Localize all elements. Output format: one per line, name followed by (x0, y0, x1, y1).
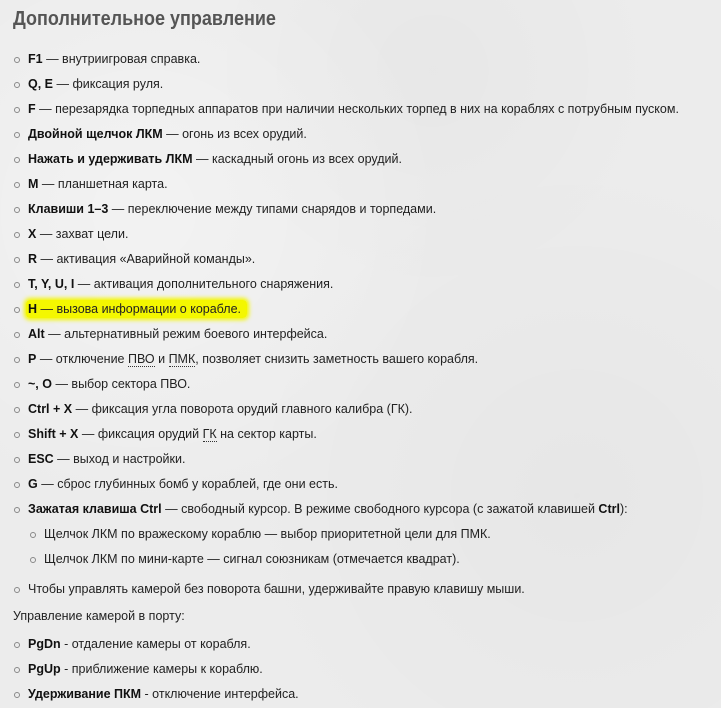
abbr-gk: ГК (202, 427, 217, 441)
list-item-qe: Q, E — фиксация руля. (0, 72, 679, 97)
key-description: альтернативный режим боевого интерфейса. (64, 327, 328, 341)
key-label: Нажать и удерживать ЛКМ (28, 152, 193, 166)
port-heading: Управление камерой в порту: (13, 609, 185, 623)
key-description: выход и настройки. (73, 452, 186, 466)
list-item-esc: ESC — выход и настройки. (0, 447, 679, 472)
sub-list-item (0, 522, 679, 547)
list-item-pgup: PgUp - приближение камеры к кораблю. (0, 657, 299, 682)
key-description: внутриигровая справка. (62, 52, 201, 66)
camera-note-text: Чтобы управлять камерой без поворота башни, удерживайте правую клавишу мыши. (28, 582, 525, 596)
key-description: захват цели. (55, 227, 129, 241)
list-item-ctrl-hold: Зажатая клавиша Ctrl — свободный курсор. В режиме свободного курсора (с зажатой клавишей Ctrl): (0, 497, 679, 522)
sub-item-text: Щелчок ЛКМ по вражескому кораблю — выбор приоритетной цели для ПМК. (44, 527, 491, 541)
bullet-icon (14, 82, 20, 88)
key-label: Клавиши 1–3 (28, 202, 109, 216)
sub-list (0, 522, 679, 572)
list-item-x: X — захват цели. (0, 222, 679, 247)
key-label: G (28, 477, 38, 491)
list-item-camera-note (0, 577, 679, 602)
list-item-double-click: Двойной щелчок ЛКМ — огонь из всех орудий. (0, 122, 679, 147)
bullet-icon (14, 332, 20, 338)
key-description: огонь из всех орудий. (182, 127, 307, 141)
key-description: фиксация угла поворота орудий главного калибра (ГК). (91, 402, 413, 416)
bullet-icon (14, 432, 20, 438)
bullet-icon (14, 507, 20, 513)
bullet-icon (14, 282, 20, 288)
list-item-r: R — активация «Аварийной команды». (0, 247, 679, 272)
key-description: планшетная карта. (57, 177, 168, 191)
key-description: перезарядка торпедных аппаратов при наличии нескольких торпед в них на кораблях с потрубным пуском. (55, 102, 679, 116)
abbr-pmk: ПМК (168, 352, 196, 366)
bullet-icon (14, 382, 20, 388)
bullet-icon (14, 482, 20, 488)
key-description: отключение интерфейса. (152, 687, 299, 701)
list-item-tyui: T, Y, U, I — активация дополнительного снаряжения. (0, 272, 679, 297)
bullet-icon (14, 457, 20, 463)
list-item-h (0, 297, 679, 322)
bullet-icon (30, 532, 36, 538)
bullet-icon (14, 182, 20, 188)
highlight-marker: H — вызова информации о корабле. (26, 300, 247, 318)
bullet-icon (14, 107, 20, 113)
key-description: отдаление камеры от корабля. (71, 637, 251, 651)
key-description: фиксация руля. (72, 77, 164, 91)
sub-item-text: Щелчок ЛКМ по мини-карте — сигнал союзникам (отмечается квадрат). (44, 552, 460, 566)
key-label: Двойной щелчок ЛКМ (28, 127, 163, 141)
bullet-icon (14, 132, 20, 138)
list-item-hold-lmb: Нажать и удерживать ЛКМ — каскадный огонь из всех орудий. (0, 147, 679, 172)
list-item-ctrl-x: Ctrl + X — фиксация угла поворота орудий главного калибра (ГК). (0, 397, 679, 422)
key-description: сброс глубинных бомб у кораблей, где они есть. (57, 477, 338, 491)
key-label: Зажатая клавиша Ctrl (28, 502, 162, 516)
list-item-alt: Alt — альтернативный режим боевого интерфейса. (0, 322, 679, 347)
list-item-pgdn: PgDn - отдаление камеры от корабля. (0, 632, 299, 657)
list-item-tilde-o: ~, O — выбор сектора ПВО. (0, 372, 679, 397)
list-item-keys-1-3: Клавиши 1–3 — переключение между типами снарядов и торпедами. (0, 197, 679, 222)
key-description: переключение между типами снарядов и торпедами. (127, 202, 437, 216)
list-item-f1: F1 — внутриигровая справка. (0, 47, 679, 72)
abbr-pvo: ПВО (127, 352, 155, 366)
list-item-shift-x: Shift + X — фиксация орудий ГК на сектор карты. (0, 422, 679, 447)
bullet-icon (14, 587, 20, 593)
key-label: PgDn (28, 637, 61, 651)
key-label: M (28, 177, 39, 191)
sub-list-container (0, 522, 679, 572)
key-label: PgUp (28, 662, 61, 676)
list-item-p: P — отключение ПВО и ПМК, позволяет снизить заметность вашего корабля. (0, 347, 679, 372)
key-label: ESC (28, 452, 54, 466)
key-label: T, Y, U, I (28, 277, 75, 291)
key-description: каскадный огонь из всех орудий. (211, 152, 402, 166)
key-label: Alt (28, 327, 45, 341)
sub-list-item (0, 547, 679, 572)
key-description: активация дополнительного снаряжения. (93, 277, 334, 291)
key-label: F1 (28, 52, 43, 66)
bullet-icon (14, 667, 20, 673)
bullet-icon (14, 642, 20, 648)
key-label: ~, O (28, 377, 52, 391)
list-item-m: M — планшетная карта. (0, 172, 679, 197)
key-label: Ctrl + X (28, 402, 73, 416)
bullet-icon (30, 557, 36, 563)
bullet-icon (14, 157, 20, 163)
bullet-icon (14, 207, 20, 213)
key-label: Удерживание ПКМ (28, 687, 142, 701)
list-item-g: G — сброс глубинных бомб у кораблей, где они есть. (0, 472, 679, 497)
key-label: H (28, 302, 38, 316)
list-item-f: F — перезарядка торпедных аппаратов при наличии нескольких торпед в них на кораблях с потрубным пуском. (0, 97, 679, 122)
bullet-icon (14, 692, 20, 698)
bullet-icon (14, 357, 20, 363)
key-label: R (28, 252, 38, 266)
key-label-inline: Ctrl (598, 502, 620, 516)
key-label: P (28, 352, 37, 366)
key-description: выбор сектора ПВО. (71, 377, 191, 391)
bullet-icon (14, 307, 20, 313)
page-title: Дополнительное управление (13, 8, 276, 30)
key-description: вызова информации о корабле. (56, 302, 241, 316)
key-label: Q, E (28, 77, 54, 91)
bullet-icon (14, 232, 20, 238)
key-label: X (28, 227, 37, 241)
bullet-icon (14, 257, 20, 263)
controls-list (0, 47, 679, 602)
key-description: приближение камеры к кораблю. (71, 662, 263, 676)
key-label: Shift + X (28, 427, 79, 441)
port-controls-list (0, 632, 299, 707)
bullet-icon (14, 57, 20, 63)
bullet-icon (14, 407, 20, 413)
list-item-hold-rmb: Удерживание ПКМ - отключение интерфейса. (0, 682, 299, 707)
key-description: активация «Аварийной команды». (56, 252, 256, 266)
key-label: F (28, 102, 36, 116)
